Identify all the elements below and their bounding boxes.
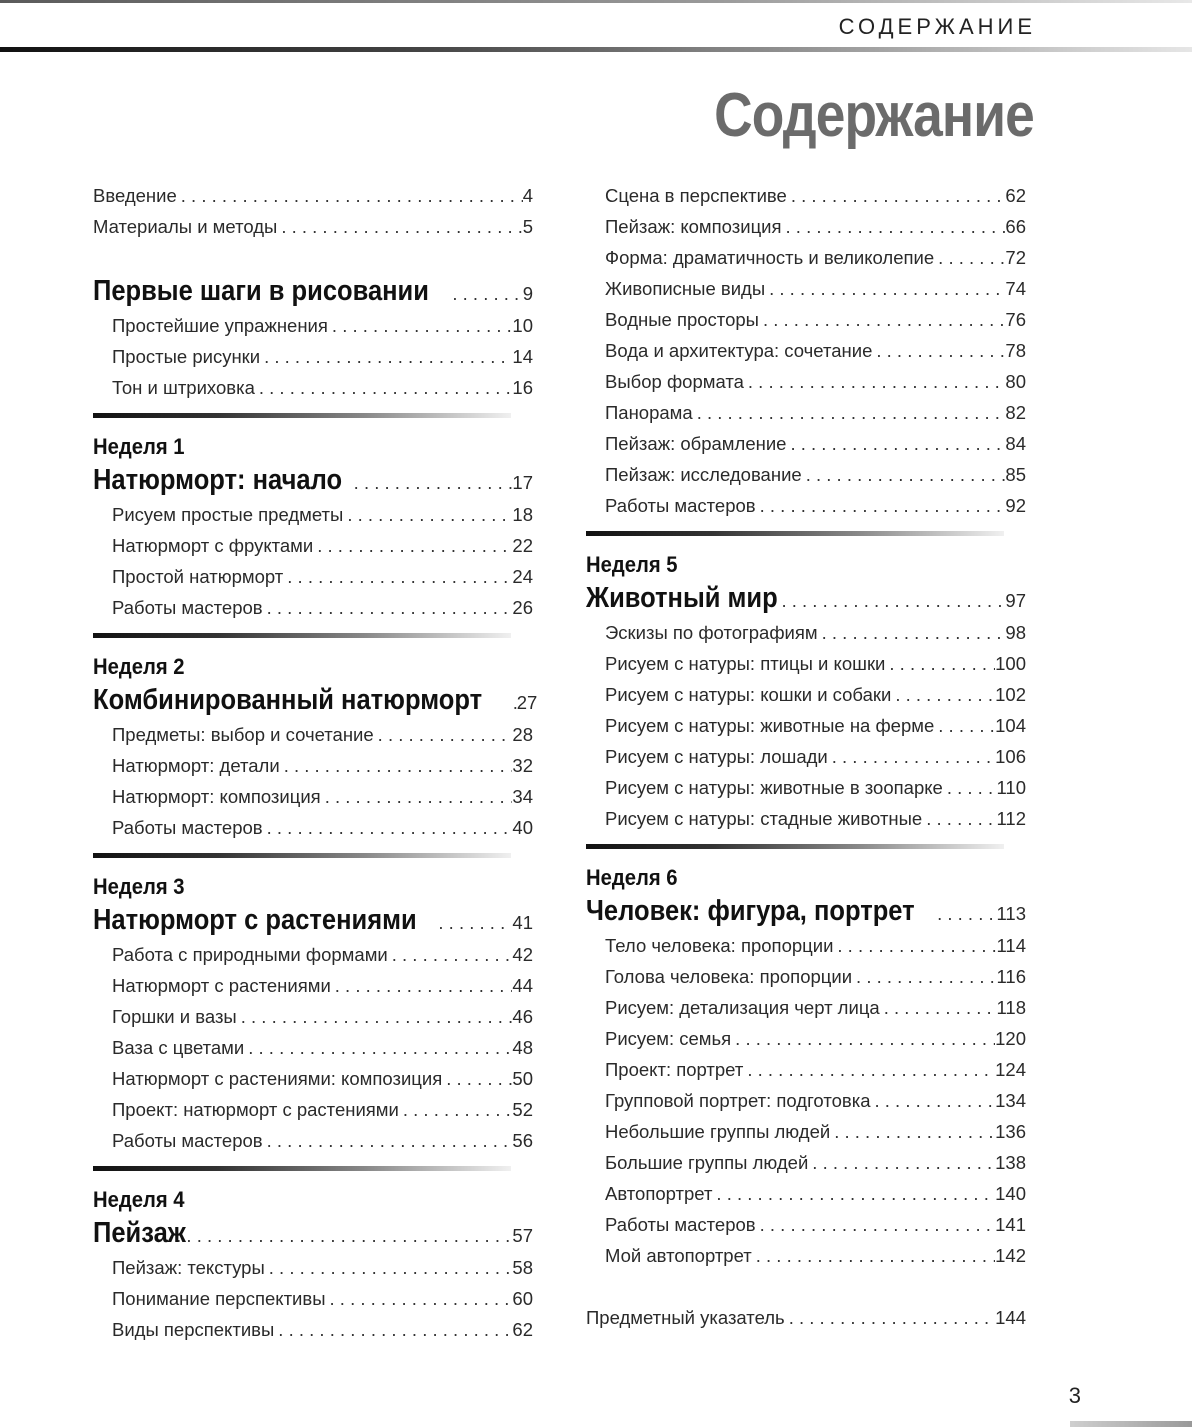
week-label: Неделя 2 <box>93 654 185 679</box>
toc-entry[interactable]: Работа с природными формами . . . 42 <box>93 939 533 970</box>
week-label: Неделя 3 <box>93 874 185 899</box>
toc-entry[interactable]: Работы мастеров . . . 56 <box>93 1125 533 1156</box>
toc-entry[interactable]: Введение . . . 4 <box>93 180 533 211</box>
spacer <box>586 1271 1026 1302</box>
toc-entry[interactable]: Проект: портрет . . . 124 <box>586 1054 1026 1085</box>
page-title: Содержание <box>714 81 1034 150</box>
toc-entry[interactable]: Рисуем с натуры: лошади . . . 106 <box>586 741 1026 772</box>
toc-entry[interactable]: Пейзаж: обрамление . . . 84 <box>586 428 1026 459</box>
toc-entry[interactable]: Групповой портрет: подготовка . . . 134 <box>586 1085 1026 1116</box>
toc-entry[interactable]: Рисуем с натуры: птицы и кошки . . . 100 <box>586 648 1026 679</box>
toc-entry[interactable]: Простейшие упражнения . . . 10 <box>93 310 533 341</box>
toc-entry[interactable]: Рисуем: детализация черт лица . . . 118 <box>586 992 1026 1023</box>
toc-entry[interactable]: Рисуем простые предметы . . . 18 <box>93 499 533 530</box>
toc-part-heading[interactable]: Натюрморт: начало . . . 17 <box>93 462 533 499</box>
toc-entry[interactable]: Рисуем с натуры: стадные животные . . . 112 <box>586 803 1026 834</box>
toc-entry[interactable]: Понимание перспективы . . . 60 <box>93 1283 533 1314</box>
toc-entry[interactable]: Работы мастеров . . . 92 <box>586 490 1026 521</box>
toc-column-right <box>586 180 1026 1333</box>
toc-entry[interactable]: Голова человека: пропорции . . . 116 <box>586 961 1026 992</box>
week-label: Неделя 1 <box>93 434 185 459</box>
toc-entry[interactable]: Эскизы по фотографиям . . . 98 <box>586 617 1026 648</box>
running-head: СОДЕРЖАНИЕ <box>838 14 1036 39</box>
toc-entry[interactable]: Форма: драматичность и великолепие . . . 72 <box>586 242 1026 273</box>
toc-entry[interactable]: Натюрморт: композиция . . . 34 <box>93 781 533 812</box>
toc-entry[interactable]: Пейзаж: композиция . . . 66 <box>586 211 1026 242</box>
section-divider <box>93 1166 511 1171</box>
section-divider <box>93 853 511 858</box>
toc-part-heading[interactable]: Животный мир . . . 97 <box>586 580 1026 617</box>
toc-entry[interactable]: Материалы и методы . . . 5 <box>93 211 533 242</box>
toc-column-left <box>93 180 538 1345</box>
top-rule-thin <box>0 0 1192 3</box>
toc-entry[interactable]: Рисуем с натуры: кошки и собаки . . . 102 <box>586 679 1026 710</box>
toc-entry[interactable]: Натюрморт с фруктами . . . 22 <box>93 530 533 561</box>
page-number: 3 <box>1068 1383 1081 1408</box>
toc-entry[interactable]: Панорама . . . 82 <box>586 397 1026 428</box>
toc-entry[interactable]: Вода и архитектура: сочетание . . . 78 <box>586 335 1026 366</box>
top-rule-thick <box>0 47 1192 52</box>
toc-entry[interactable]: Работы мастеров . . . 40 <box>93 812 533 843</box>
section-divider <box>93 413 511 418</box>
toc-entry[interactable]: Ваза с цветами . . . 48 <box>93 1032 533 1063</box>
toc-entry[interactable]: Пейзаж: текстуры . . . 58 <box>93 1252 533 1283</box>
section-divider <box>586 844 1004 849</box>
toc-entry[interactable]: Пейзаж: исследование . . . 85 <box>586 459 1026 490</box>
toc-entry[interactable]: Большие группы людей . . . 138 <box>586 1147 1026 1178</box>
toc-part-heading[interactable]: Пейзаж . . . 57 <box>93 1215 533 1252</box>
toc-entry[interactable]: Простой натюрморт . . . 24 <box>93 561 533 592</box>
toc-entry-index[interactable]: Предметный указатель . . . 144 <box>586 1302 1026 1333</box>
toc-entry[interactable]: Сцена в перспективе . . . 62 <box>586 180 1026 211</box>
toc-entry[interactable]: Предметы: выбор и сочетание . . . 28 <box>93 719 533 750</box>
toc-part-heading[interactable]: Человек: фигура, портрет . . . 113 <box>586 893 1026 930</box>
toc-entry[interactable]: Работы мастеров . . . 26 <box>93 592 533 623</box>
toc-entry[interactable]: Живописные виды . . . 74 <box>586 273 1026 304</box>
toc-entry[interactable]: Натюрморт с растениями . . . 44 <box>93 970 533 1001</box>
toc-entry[interactable]: Простые рисунки . . . 14 <box>93 341 533 372</box>
toc-entry[interactable]: Тон и штриховка . . . 16 <box>93 372 533 403</box>
toc-entry[interactable]: Небольшие группы людей . . . 136 <box>586 1116 1026 1147</box>
toc-entry[interactable]: Тело человека: пропорции . . . 114 <box>586 930 1026 961</box>
toc-entry[interactable]: Натюрморт с растениями: композиция . . . 50 <box>93 1063 533 1094</box>
section-divider <box>586 531 1004 536</box>
toc-part-heading[interactable]: Комбинированный натюрморт . . . 27 <box>93 682 533 719</box>
section-divider <box>93 633 511 638</box>
toc-entry[interactable]: Проект: натюрморт с растениями . . . 52 <box>93 1094 533 1125</box>
toc-part-heading[interactable]: Первые шаги в рисовании . . . 9 <box>93 273 533 310</box>
toc-entry[interactable]: Работы мастеров . . . 141 <box>586 1209 1026 1240</box>
toc-entry[interactable]: Автопортрет . . . 140 <box>586 1178 1026 1209</box>
bottom-rule <box>1070 1421 1192 1427</box>
toc-entry[interactable]: Водные просторы . . . 76 <box>586 304 1026 335</box>
toc-entry[interactable]: Мой автопортрет . . . 142 <box>586 1240 1026 1271</box>
toc-entry[interactable]: Горшки и вазы . . . 46 <box>93 1001 533 1032</box>
toc-entry[interactable]: Выбор формата . . . 80 <box>586 366 1026 397</box>
week-label: Неделя 4 <box>93 1187 185 1212</box>
week-label: Неделя 5 <box>586 552 678 577</box>
toc-entry[interactable]: Натюрморт: детали . . . 32 <box>93 750 533 781</box>
week-label: Неделя 6 <box>586 865 678 890</box>
toc-entry[interactable]: Рисуем с натуры: животные на ферме . . . 104 <box>586 710 1026 741</box>
toc-entry[interactable]: Виды перспективы . . . 62 <box>93 1314 533 1345</box>
spacer <box>93 242 533 273</box>
toc-entry[interactable]: Рисуем: семья . . . 120 <box>586 1023 1026 1054</box>
toc-entry[interactable]: Рисуем с натуры: животные в зоопарке . . . 110 <box>586 772 1026 803</box>
toc-part-heading[interactable]: Натюрморт с растениями . . . 41 <box>93 902 533 939</box>
